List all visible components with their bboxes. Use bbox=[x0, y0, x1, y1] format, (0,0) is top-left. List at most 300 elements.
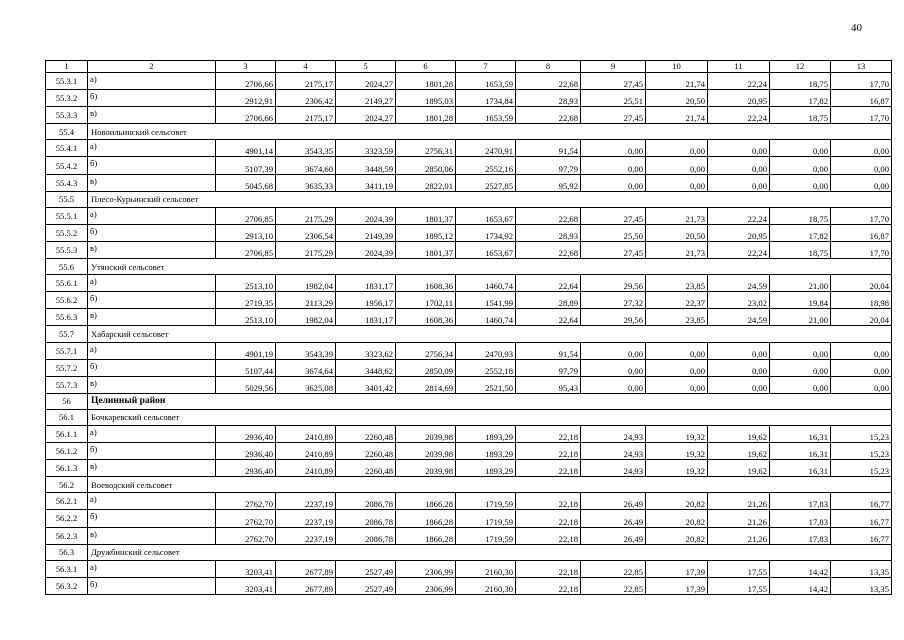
value-cell-col-8: 95,43 bbox=[516, 376, 581, 393]
row-label: а) bbox=[88, 207, 216, 224]
row-label: б) bbox=[88, 359, 216, 376]
page-number: 40 bbox=[851, 22, 862, 34]
value-cell-col-9: 26,49 bbox=[581, 510, 646, 527]
value-cell-col-7: 1653,67 bbox=[456, 207, 516, 224]
value-cell-col-4: 2306,42 bbox=[276, 90, 336, 107]
value-cell-col-9: 0,00 bbox=[581, 342, 646, 359]
row-code: 56.3.2 bbox=[46, 577, 88, 594]
value-cell-col-3: 2706,85 bbox=[216, 241, 276, 258]
value-cell-col-6: 1866,28 bbox=[396, 510, 456, 527]
value-cell-col-4: 2175,17 bbox=[276, 107, 336, 124]
value-cell-col-5: 3448,59 bbox=[336, 157, 396, 174]
value-cell-col-6: 2814,69 bbox=[396, 376, 456, 393]
value-cell-col-5: 3323,62 bbox=[336, 342, 396, 359]
row-code: 56.2.3 bbox=[46, 527, 88, 544]
value-cell-col-10: 0,00 bbox=[646, 342, 708, 359]
value-cell-col-13: 0,00 bbox=[831, 157, 892, 174]
value-cell-col-4: 2677,89 bbox=[276, 577, 336, 594]
row-code: 55.7 bbox=[46, 326, 88, 342]
value-cell-col-5: 2086,78 bbox=[336, 493, 396, 510]
value-cell-col-5: 2024,27 bbox=[336, 73, 396, 90]
value-cell-col-12: 19,84 bbox=[770, 292, 831, 309]
value-cell-col-11: 20,95 bbox=[708, 90, 770, 107]
value-cell-col-11: 0,00 bbox=[708, 342, 770, 359]
row-code: 56.3 bbox=[46, 544, 88, 560]
table-row bbox=[46, 510, 892, 527]
table-row bbox=[46, 90, 892, 107]
value-cell-col-4: 2410,89 bbox=[276, 425, 336, 442]
value-cell-col-6: 2756,34 bbox=[396, 342, 456, 359]
value-cell-col-7: 1653,67 bbox=[456, 241, 516, 258]
value-cell-col-10: 20,50 bbox=[646, 224, 708, 241]
value-cell-col-10: 0,00 bbox=[646, 174, 708, 191]
value-cell-col-8: 22,64 bbox=[516, 275, 581, 292]
value-cell-col-6: 1895,03 bbox=[396, 90, 456, 107]
value-cell-col-5: 2024,39 bbox=[336, 207, 396, 224]
value-cell-col-13: 13,35 bbox=[831, 577, 892, 594]
value-cell-col-12: 0,00 bbox=[770, 376, 831, 393]
value-cell-col-7: 1893,29 bbox=[456, 425, 516, 442]
value-cell-col-6: 2306,99 bbox=[396, 560, 456, 577]
value-cell-col-6: 1801,37 bbox=[396, 241, 456, 258]
table-row bbox=[46, 140, 892, 157]
value-cell-col-3: 5045,68 bbox=[216, 174, 276, 191]
value-cell-col-3: 2936,40 bbox=[216, 425, 276, 442]
value-cell-col-13: 17,70 bbox=[831, 73, 892, 90]
value-cell-col-8: 22,68 bbox=[516, 73, 581, 90]
value-cell-col-12: 0,00 bbox=[770, 140, 831, 157]
table-row bbox=[46, 425, 892, 442]
row-code: 55.5.2 bbox=[46, 224, 88, 241]
value-cell-col-8: 22,18 bbox=[516, 527, 581, 544]
value-cell-col-13: 16,87 bbox=[831, 224, 892, 241]
value-cell-col-5: 1956,17 bbox=[336, 292, 396, 309]
value-cell-col-11: 21,26 bbox=[708, 527, 770, 544]
value-cell-col-10: 21,73 bbox=[646, 241, 708, 258]
column-header-1: 1 bbox=[46, 61, 88, 73]
table-row bbox=[46, 224, 892, 241]
column-header-5: 5 bbox=[336, 61, 396, 73]
value-cell-col-11: 19,62 bbox=[708, 460, 770, 477]
value-cell-col-12: 17,83 bbox=[770, 493, 831, 510]
value-cell-col-11: 0,00 bbox=[708, 376, 770, 393]
tariff-table bbox=[45, 60, 892, 595]
value-cell-col-4: 2677,89 bbox=[276, 560, 336, 577]
value-cell-col-3: 2762,70 bbox=[216, 527, 276, 544]
value-cell-col-13: 13,35 bbox=[831, 560, 892, 577]
row-label: б) bbox=[88, 90, 216, 107]
row-label: в) bbox=[88, 241, 216, 258]
value-cell-col-9: 27,45 bbox=[581, 73, 646, 90]
value-cell-col-5: 3411,19 bbox=[336, 174, 396, 191]
value-cell-col-7: 2160,30 bbox=[456, 577, 516, 594]
value-cell-col-13: 15,23 bbox=[831, 460, 892, 477]
value-cell-col-11: 19,62 bbox=[708, 425, 770, 442]
value-cell-col-8: 22,18 bbox=[516, 577, 581, 594]
value-cell-col-10: 0,00 bbox=[646, 359, 708, 376]
value-cell-col-4: 2237,19 bbox=[276, 510, 336, 527]
value-cell-col-13: 0,00 bbox=[831, 140, 892, 157]
value-cell-col-11: 22,24 bbox=[708, 107, 770, 124]
table-row bbox=[46, 342, 892, 359]
value-cell-col-10: 17,39 bbox=[646, 560, 708, 577]
row-code: 55.3.1 bbox=[46, 73, 88, 90]
value-cell-col-13: 18,98 bbox=[831, 292, 892, 309]
row-label: а) bbox=[88, 73, 216, 90]
column-header-13: 13 bbox=[831, 61, 892, 73]
value-cell-col-12: 17,82 bbox=[770, 224, 831, 241]
value-cell-col-5: 2527,49 bbox=[336, 560, 396, 577]
value-cell-col-3: 2513,10 bbox=[216, 309, 276, 326]
value-cell-col-4: 3674,64 bbox=[276, 359, 336, 376]
value-cell-col-6: 1866,28 bbox=[396, 527, 456, 544]
value-cell-col-9: 0,00 bbox=[581, 174, 646, 191]
value-cell-col-13: 0,00 bbox=[831, 174, 892, 191]
section-title: Дружбинский сельсовет bbox=[88, 544, 892, 560]
table-row bbox=[46, 359, 892, 376]
column-header-10: 10 bbox=[646, 61, 708, 73]
section-title: Плесо-Курьинский сельсовет bbox=[88, 191, 892, 207]
value-cell-col-9: 0,00 bbox=[581, 376, 646, 393]
section-row bbox=[46, 259, 892, 275]
value-cell-col-5: 2024,27 bbox=[336, 107, 396, 124]
value-cell-col-12: 18,75 bbox=[770, 207, 831, 224]
row-code: 55.6.2 bbox=[46, 292, 88, 309]
value-cell-col-3: 4901,19 bbox=[216, 342, 276, 359]
value-cell-col-6: 2306,99 bbox=[396, 577, 456, 594]
value-cell-col-9: 29,56 bbox=[581, 309, 646, 326]
value-cell-col-13: 17,70 bbox=[831, 207, 892, 224]
value-cell-col-12: 17,82 bbox=[770, 90, 831, 107]
value-cell-col-7: 2552,16 bbox=[456, 157, 516, 174]
value-cell-col-9: 27,32 bbox=[581, 292, 646, 309]
value-cell-col-7: 1734,92 bbox=[456, 224, 516, 241]
value-cell-col-9: 29,56 bbox=[581, 275, 646, 292]
value-cell-col-11: 22,24 bbox=[708, 207, 770, 224]
value-cell-col-8: 28,89 bbox=[516, 292, 581, 309]
value-cell-col-13: 20,04 bbox=[831, 309, 892, 326]
value-cell-col-9: 22,85 bbox=[581, 560, 646, 577]
section-title: Хабарский сельсовет bbox=[88, 326, 892, 342]
value-cell-col-10: 17,39 bbox=[646, 577, 708, 594]
value-cell-col-12: 0,00 bbox=[770, 174, 831, 191]
row-code: 55.5.1 bbox=[46, 207, 88, 224]
value-cell-col-13: 0,00 bbox=[831, 376, 892, 393]
value-cell-col-3: 2706,66 bbox=[216, 107, 276, 124]
value-cell-col-6: 1866,28 bbox=[396, 493, 456, 510]
table-row bbox=[46, 241, 892, 258]
value-cell-col-9: 27,45 bbox=[581, 241, 646, 258]
row-label: в) bbox=[88, 174, 216, 191]
row-code: 56.2.2 bbox=[46, 510, 88, 527]
table-row bbox=[46, 376, 892, 393]
column-header-4: 4 bbox=[276, 61, 336, 73]
value-cell-col-9: 24,93 bbox=[581, 425, 646, 442]
value-cell-col-3: 2513,10 bbox=[216, 275, 276, 292]
value-cell-col-7: 2470,91 bbox=[456, 140, 516, 157]
value-cell-col-7: 2160,30 bbox=[456, 560, 516, 577]
value-cell-col-10: 19,32 bbox=[646, 443, 708, 460]
value-cell-col-11: 24,59 bbox=[708, 275, 770, 292]
section-title: Новоильинский сельсовет bbox=[88, 124, 892, 140]
value-cell-col-11: 23,02 bbox=[708, 292, 770, 309]
value-cell-col-11: 20,95 bbox=[708, 224, 770, 241]
section-row bbox=[46, 544, 892, 560]
value-cell-col-8: 91,54 bbox=[516, 342, 581, 359]
section-title: Бочкаревский сельсовет bbox=[88, 409, 892, 425]
value-cell-col-7: 1893,29 bbox=[456, 443, 516, 460]
value-cell-col-3: 2706,85 bbox=[216, 207, 276, 224]
table-row bbox=[46, 157, 892, 174]
value-cell-col-6: 2822,01 bbox=[396, 174, 456, 191]
value-cell-col-12: 16,31 bbox=[770, 425, 831, 442]
value-cell-col-11: 0,00 bbox=[708, 140, 770, 157]
value-cell-col-3: 5107,44 bbox=[216, 359, 276, 376]
value-cell-col-5: 2149,27 bbox=[336, 90, 396, 107]
row-code: 55.5 bbox=[46, 191, 88, 207]
value-cell-col-9: 27,45 bbox=[581, 107, 646, 124]
value-cell-col-3: 2762,70 bbox=[216, 493, 276, 510]
value-cell-col-8: 28,93 bbox=[516, 90, 581, 107]
value-cell-col-8: 22,18 bbox=[516, 510, 581, 527]
value-cell-col-6: 1801,28 bbox=[396, 73, 456, 90]
value-cell-col-4: 2175,29 bbox=[276, 241, 336, 258]
row-code: 55.4.3 bbox=[46, 174, 88, 191]
value-cell-col-5: 2260,48 bbox=[336, 425, 396, 442]
section-row bbox=[46, 124, 892, 140]
value-cell-col-7: 2470,93 bbox=[456, 342, 516, 359]
value-cell-col-4: 2306,54 bbox=[276, 224, 336, 241]
table-row bbox=[46, 207, 892, 224]
row-label: б) bbox=[88, 224, 216, 241]
value-cell-col-9: 25,51 bbox=[581, 90, 646, 107]
value-cell-col-8: 22,68 bbox=[516, 207, 581, 224]
row-label: а) bbox=[88, 140, 216, 157]
row-label: б) bbox=[88, 292, 216, 309]
value-cell-col-12: 18,75 bbox=[770, 73, 831, 90]
value-cell-col-10: 21,74 bbox=[646, 73, 708, 90]
value-cell-col-4: 2113,29 bbox=[276, 292, 336, 309]
value-cell-col-13: 16,77 bbox=[831, 493, 892, 510]
value-cell-col-9: 26,49 bbox=[581, 493, 646, 510]
section-row bbox=[46, 409, 892, 425]
value-cell-col-10: 0,00 bbox=[646, 140, 708, 157]
row-code: 55.6 bbox=[46, 259, 88, 275]
column-header-2: 2 bbox=[88, 61, 216, 73]
row-code: 55.4 bbox=[46, 124, 88, 140]
value-cell-col-6: 2039,98 bbox=[396, 443, 456, 460]
value-cell-col-7: 2552,18 bbox=[456, 359, 516, 376]
value-cell-col-4: 2410,89 bbox=[276, 443, 336, 460]
row-code: 56.2 bbox=[46, 477, 88, 493]
value-cell-col-12: 0,00 bbox=[770, 359, 831, 376]
row-code: 56.2.1 bbox=[46, 493, 88, 510]
value-cell-col-11: 0,00 bbox=[708, 359, 770, 376]
row-label: в) bbox=[88, 460, 216, 477]
value-cell-col-10: 20,82 bbox=[646, 527, 708, 544]
value-cell-col-12: 21,00 bbox=[770, 309, 831, 326]
row-code: 55.7.3 bbox=[46, 376, 88, 393]
row-code: 56.1 bbox=[46, 409, 88, 425]
value-cell-col-11: 19,62 bbox=[708, 443, 770, 460]
value-cell-col-11: 21,26 bbox=[708, 493, 770, 510]
value-cell-col-7: 1460,74 bbox=[456, 275, 516, 292]
value-cell-col-3: 5029,56 bbox=[216, 376, 276, 393]
value-cell-col-5: 2086,78 bbox=[336, 510, 396, 527]
value-cell-col-7: 1719,59 bbox=[456, 493, 516, 510]
value-cell-col-10: 0,00 bbox=[646, 157, 708, 174]
value-cell-col-7: 1719,59 bbox=[456, 510, 516, 527]
value-cell-col-5: 2260,48 bbox=[336, 460, 396, 477]
value-cell-col-13: 20,04 bbox=[831, 275, 892, 292]
row-code: 56.1.2 bbox=[46, 443, 88, 460]
row-label: б) bbox=[88, 157, 216, 174]
value-cell-col-8: 22,68 bbox=[516, 241, 581, 258]
row-label: а) bbox=[88, 425, 216, 442]
column-header-3: 3 bbox=[216, 61, 276, 73]
value-cell-col-5: 2260,48 bbox=[336, 443, 396, 460]
row-code: 56.3.1 bbox=[46, 560, 88, 577]
value-cell-col-9: 24,93 bbox=[581, 460, 646, 477]
value-cell-col-11: 17,55 bbox=[708, 577, 770, 594]
value-cell-col-10: 23,85 bbox=[646, 309, 708, 326]
value-cell-col-6: 2039,98 bbox=[396, 425, 456, 442]
value-cell-col-12: 14,42 bbox=[770, 577, 831, 594]
column-header-8: 8 bbox=[516, 61, 581, 73]
value-cell-col-10: 20,82 bbox=[646, 493, 708, 510]
value-cell-col-4: 1982,04 bbox=[276, 309, 336, 326]
row-code: 56.1.1 bbox=[46, 425, 88, 442]
value-cell-col-3: 2936,40 bbox=[216, 460, 276, 477]
value-cell-col-9: 25,50 bbox=[581, 224, 646, 241]
value-cell-col-12: 18,75 bbox=[770, 241, 831, 258]
value-cell-col-6: 2850,06 bbox=[396, 157, 456, 174]
value-cell-col-12: 14,42 bbox=[770, 560, 831, 577]
row-code: 55.7.1 bbox=[46, 342, 88, 359]
table-row bbox=[46, 527, 892, 544]
value-cell-col-8: 91,54 bbox=[516, 140, 581, 157]
value-cell-col-13: 16,77 bbox=[831, 510, 892, 527]
row-code: 55.4.2 bbox=[46, 157, 88, 174]
value-cell-col-12: 17,83 bbox=[770, 510, 831, 527]
value-cell-col-6: 1801,37 bbox=[396, 207, 456, 224]
row-code: 55.3.3 bbox=[46, 107, 88, 124]
value-cell-col-6: 1895,12 bbox=[396, 224, 456, 241]
value-cell-col-12: 0,00 bbox=[770, 342, 831, 359]
value-cell-col-3: 2762,70 bbox=[216, 510, 276, 527]
value-cell-col-12: 0,00 bbox=[770, 157, 831, 174]
value-cell-col-13: 16,77 bbox=[831, 527, 892, 544]
value-cell-col-7: 1653,59 bbox=[456, 73, 516, 90]
value-cell-col-10: 23,85 bbox=[646, 275, 708, 292]
value-cell-col-8: 22,18 bbox=[516, 493, 581, 510]
value-cell-col-5: 3448,62 bbox=[336, 359, 396, 376]
value-cell-col-10: 0,00 bbox=[646, 376, 708, 393]
value-cell-col-13: 0,00 bbox=[831, 342, 892, 359]
value-cell-col-3: 2912,91 bbox=[216, 90, 276, 107]
value-cell-col-11: 0,00 bbox=[708, 157, 770, 174]
table-row bbox=[46, 292, 892, 309]
value-cell-col-10: 21,74 bbox=[646, 107, 708, 124]
value-cell-col-10: 19,32 bbox=[646, 425, 708, 442]
row-label: в) bbox=[88, 309, 216, 326]
value-cell-col-13: 15,23 bbox=[831, 425, 892, 442]
value-cell-col-9: 0,00 bbox=[581, 359, 646, 376]
value-cell-col-11: 0,00 bbox=[708, 174, 770, 191]
row-label: а) bbox=[88, 342, 216, 359]
value-cell-col-3: 5107,39 bbox=[216, 157, 276, 174]
value-cell-col-4: 2410,89 bbox=[276, 460, 336, 477]
value-cell-col-13: 0,00 bbox=[831, 359, 892, 376]
value-cell-col-8: 22,18 bbox=[516, 460, 581, 477]
value-cell-col-8: 22,18 bbox=[516, 443, 581, 460]
column-header-7: 7 bbox=[456, 61, 516, 73]
value-cell-col-10: 19,32 bbox=[646, 460, 708, 477]
value-cell-col-11: 22,24 bbox=[708, 241, 770, 258]
value-cell-col-7: 1719,59 bbox=[456, 527, 516, 544]
table-row bbox=[46, 107, 892, 124]
column-header-12: 12 bbox=[770, 61, 831, 73]
value-cell-col-8: 97,79 bbox=[516, 359, 581, 376]
value-cell-col-3: 2719,35 bbox=[216, 292, 276, 309]
row-label: а) bbox=[88, 275, 216, 292]
value-cell-col-11: 17,55 bbox=[708, 560, 770, 577]
value-cell-col-8: 97,79 bbox=[516, 157, 581, 174]
value-cell-col-13: 17,70 bbox=[831, 107, 892, 124]
value-cell-col-3: 2936,40 bbox=[216, 443, 276, 460]
value-cell-col-5: 1831,17 bbox=[336, 275, 396, 292]
value-cell-col-6: 1608,36 bbox=[396, 309, 456, 326]
value-cell-col-5: 1831,17 bbox=[336, 309, 396, 326]
value-cell-col-6: 2850,09 bbox=[396, 359, 456, 376]
table-row bbox=[46, 460, 892, 477]
value-cell-col-3: 3203,41 bbox=[216, 560, 276, 577]
section-title: Целинный район bbox=[88, 393, 892, 409]
value-cell-col-13: 15,23 bbox=[831, 443, 892, 460]
value-cell-col-10: 20,50 bbox=[646, 90, 708, 107]
value-cell-col-10: 20,82 bbox=[646, 510, 708, 527]
row-label: б) bbox=[88, 510, 216, 527]
table-row bbox=[46, 174, 892, 191]
value-cell-col-8: 28,93 bbox=[516, 224, 581, 241]
value-cell-col-6: 1702,11 bbox=[396, 292, 456, 309]
value-cell-col-4: 1982,04 bbox=[276, 275, 336, 292]
section-title: Воеводский сельсовет bbox=[88, 477, 892, 493]
table-row bbox=[46, 443, 892, 460]
value-cell-col-3: 2913,10 bbox=[216, 224, 276, 241]
column-header-6: 6 bbox=[396, 61, 456, 73]
value-cell-col-7: 2521,50 bbox=[456, 376, 516, 393]
value-cell-col-9: 0,00 bbox=[581, 140, 646, 157]
value-cell-col-4: 3674,60 bbox=[276, 157, 336, 174]
value-cell-col-11: 24,59 bbox=[708, 309, 770, 326]
section-row bbox=[46, 477, 892, 493]
section-row bbox=[46, 191, 892, 207]
value-cell-col-7: 1541,99 bbox=[456, 292, 516, 309]
value-cell-col-4: 2175,29 bbox=[276, 207, 336, 224]
value-cell-col-9: 26,49 bbox=[581, 527, 646, 544]
row-label: б) bbox=[88, 443, 216, 460]
value-cell-col-3: 2706,66 bbox=[216, 73, 276, 90]
value-cell-col-12: 16,31 bbox=[770, 443, 831, 460]
value-cell-col-5: 2086,78 bbox=[336, 527, 396, 544]
value-cell-col-3: 3203,41 bbox=[216, 577, 276, 594]
value-cell-col-6: 2039,98 bbox=[396, 460, 456, 477]
value-cell-col-5: 3401,42 bbox=[336, 376, 396, 393]
value-cell-col-4: 3625,08 bbox=[276, 376, 336, 393]
value-cell-col-10: 21,73 bbox=[646, 207, 708, 224]
value-cell-col-5: 2527,49 bbox=[336, 577, 396, 594]
